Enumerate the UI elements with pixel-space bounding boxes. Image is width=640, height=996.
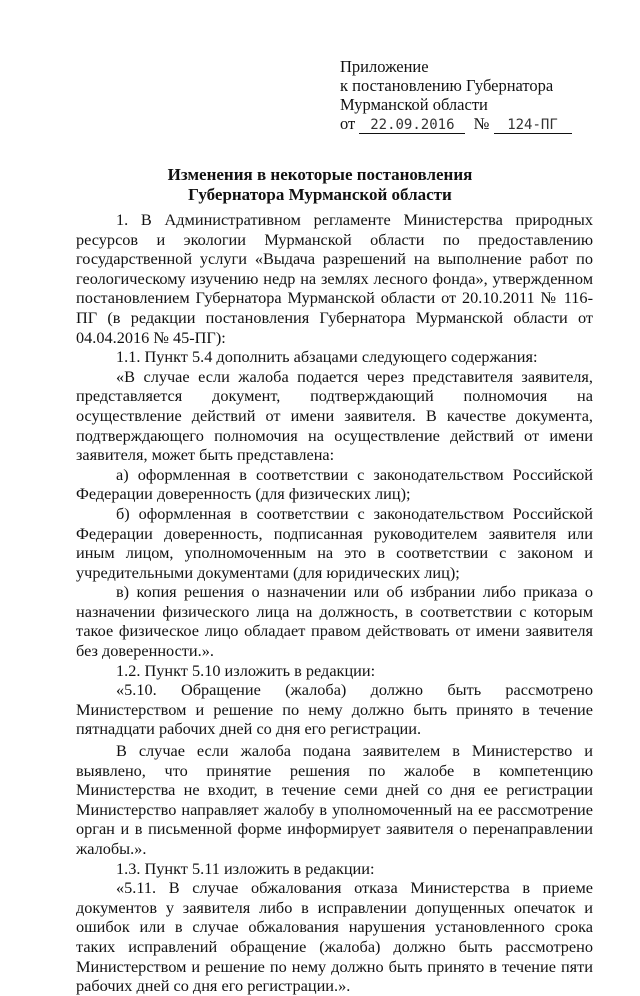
appendix-line-3: Мурманской области: [340, 95, 488, 114]
date-prefix: от: [340, 114, 356, 133]
paragraph: «5.10. Обращение (жалоба) должно быть рассмотрено Министерством и решение по нему должно быть принято в течение пятнадцати рабочих дней со дня его регистрации.: [76, 680, 593, 739]
paragraph: 1.3. Пункт 5.11 изложить в редакции:: [116, 858, 375, 878]
paragraph: а) оформленная в соответствии с законодательством Российской Федерации доверенность (для физических лиц);: [76, 464, 593, 504]
paragraph: в) копия решения о назначении или об избрании либо приказа о назначении физического лица на должность, в соответствии с которым такое физическое лицо обладает правом действовать от имени заявителя без доверенности.».: [76, 582, 593, 661]
document-title: [40, 165, 600, 205]
paragraph: «5.11. В случае обжалования отказа Министерства в приеме документов у заявителя либо в исправлении допущенных опечаток и ошибок или в случае обжалования нарушения установленного срока таких исправлений обращение (жалоба) должно быть рассмотрено Министерством и решение по нему должно быть принято в течение пяти рабочих дней со дня его регистрации.».: [76, 878, 593, 996]
document-body: [76, 210, 593, 996]
paragraph: 1.1. Пункт 5.4 дополнить абзацами следующего содержания:: [116, 347, 538, 367]
appendix-header: [340, 57, 600, 134]
title-line-2: Губернатора Мурманской области: [188, 185, 452, 204]
appendix-line-2: к постановлению Губернатора: [340, 76, 554, 95]
appendix-line-1: Приложение: [340, 57, 429, 76]
decree-number: 124-ПГ: [494, 117, 572, 134]
title-line-1: Изменения в некоторые постановления: [167, 165, 473, 184]
paragraph: 1. В Административном регламенте Министерства природных ресурсов и экологии Мурманской области по предоставлению государственной услуги «Выдача разрешений на выполнение работ по геологическому изучению недр на землях лесного фонда», утвержденном постановлением Губернатора Мурманской области от 20.10.2011 № 116-ПГ (в редакции постановления Губернатора Мурманской области от 04.04.2016 № 45-ПГ):: [76, 210, 593, 347]
paragraph: б) оформленная в соответствии с законодательством Российской Федерации доверенность, подписанная руководителем заявителя или иным лицом, уполномоченным на это в соответствии с законом и учредительными документами (для юридических лиц);: [76, 503, 593, 582]
appendix-date-number-row: [340, 114, 600, 134]
paragraph: «В случае если жалоба подается через представителя заявителя, представляется документ, подтверждающий полномочия на осуществление действий от имени заявителя. В качестве документа, подтверждающего полномочия на осуществление действий от имени заявителя, может быть представлена:: [76, 366, 593, 465]
decree-date: 22.09.2016: [359, 117, 465, 134]
number-prefix: №: [473, 114, 490, 133]
paragraph: В случае если жалоба подана заявителем в Министерство и выявлено, что принятие решения по жалобе в компетенцию Министерства не входит, в течение семи дней со дня ее регистрации Министерство направляет жалобу в уполномоченный на ее рассмотрение орган и в письменной форме информирует заявителя о перенаправлении жалобы.».: [76, 741, 593, 858]
paragraph: 1.2. Пункт 5.10 изложить в редакции:: [116, 660, 376, 680]
